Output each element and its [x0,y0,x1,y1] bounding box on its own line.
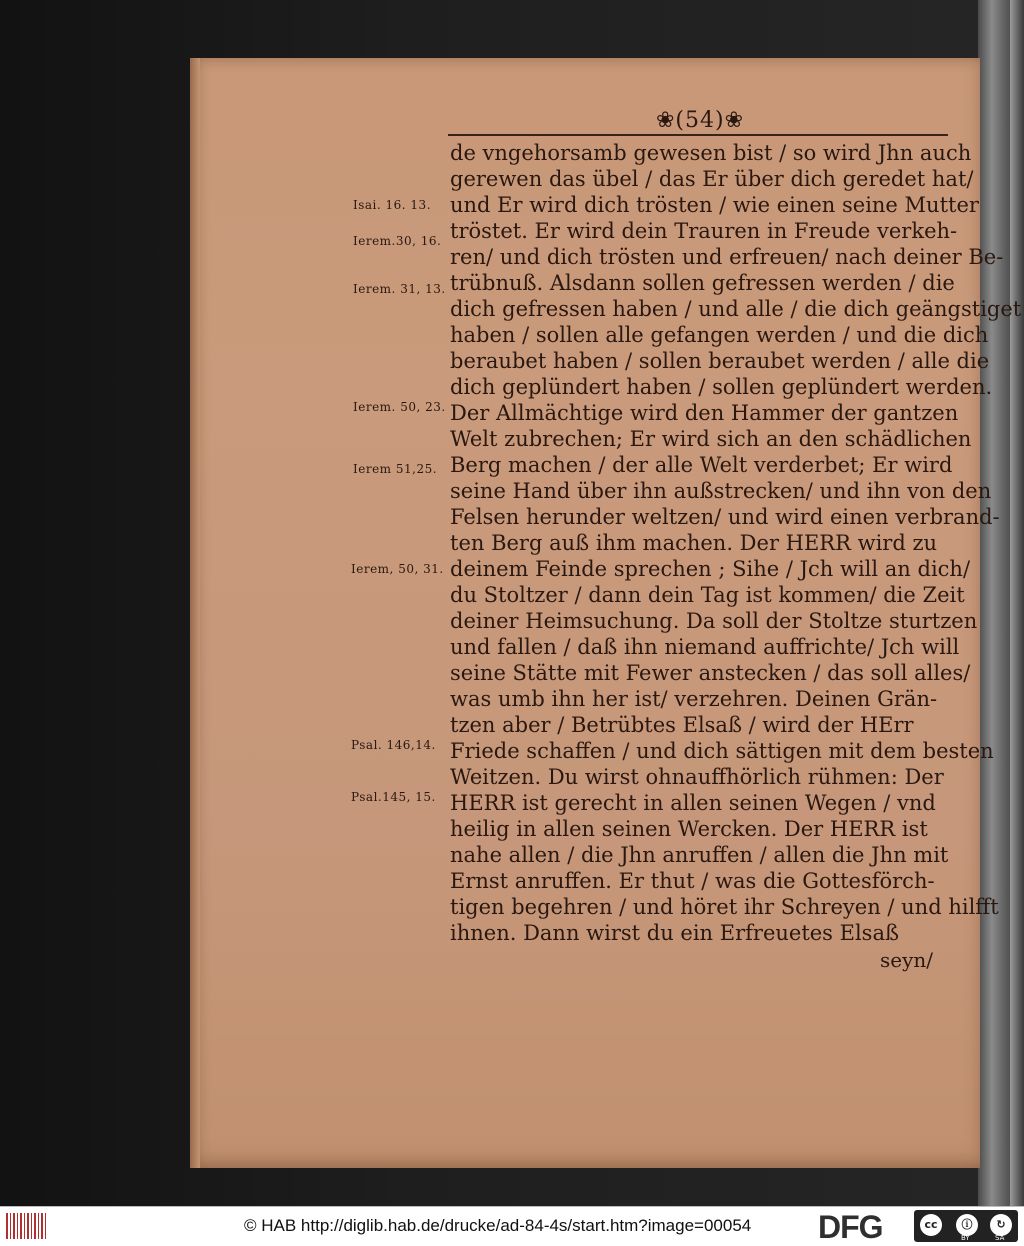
margin-note: Ierem 51,25. [353,462,438,476]
text-line: haben / sollen alle gefangen werden / und die dich [450,323,989,347]
text-line: Ernst anruffen. Er thut / was die Gottesförch- [450,869,935,893]
cc-license-badge[interactable] [914,1210,1018,1242]
text-line: ten Berg auß ihm machen. Der HERR wird zu [450,531,938,555]
text-line: seine Hand über ihn außstrecken/ und ihn von den [450,479,992,503]
text-line: heilig in allen seinen Wercken. Der HERR ist [450,817,928,841]
text-line: ren/ und dich trösten und erfreuen/ nach deiner Be- [450,245,1004,269]
text-line: trübnuß. Alsdann sollen gefressen werden / die [450,271,955,295]
text-line: tzen aber / Betrübtes Elsaß / wird der HErr [450,713,914,737]
by-label: BY [961,1234,970,1242]
text-line: tröstet. Er wird dein Trauren in Freude verkeh- [450,219,958,243]
sa-icon: ↻ [990,1214,1012,1236]
margin-note: Psal. 146,14. [351,738,436,752]
text-line: gerewen das übel / das Er über dich geredet hat/ [450,167,974,191]
text-line: deiner Heimsuchung. Da soll der Stoltze sturtzen [450,609,978,633]
margin-note: Ierem.30, 16. [353,234,442,248]
text-line: du Stoltzer / dann dein Tag ist kommen/ die Zeit [450,583,965,607]
text-line: dich geplündert haben / sollen geplündert werden. [450,375,993,399]
text-line: HERR ist gerecht in allen seinen Wegen / vnd [450,791,936,815]
text-line: seine Stätte mit Fewer anstecken / das soll alles/ [450,661,971,685]
text-line: beraubet haben / sollen beraubet werden / alle die [450,349,990,373]
dfg-logo: DFG [818,1209,883,1245]
margin-note: Isai. 16. 13. [353,198,432,212]
text-line: Welt zubrechen; Er wird sich an den schädlichen [450,427,972,451]
page-left-edge [190,58,200,1168]
text-line: und Er wird dich trösten / wie einen seine Mutter [450,193,979,217]
margin-note: Psal.145, 15. [351,790,436,804]
hab-logo-icon [6,1213,46,1239]
text-line: Weitzen. Du wirst ohnauffhörlich rühmen: Der [450,765,944,789]
viewer-footer [0,1206,1024,1246]
text-line: was umb ihn her ist/ verzehren. Deinen Grän- [450,687,938,711]
text-line: nahe allen / die Jhn anruffen / allen die Jhn mit [450,843,949,867]
text-line: de vngehorsamb gewesen bist / so wird Jhn auch [450,141,972,165]
sa-label: SA [995,1234,1005,1242]
cc-icon: cc [920,1214,942,1236]
copyright-link[interactable]: © HAB http://diglib.hab.de/drucke/ad-84-4s/start.htm?image=00054 [244,1216,752,1235]
catchword: seyn/ [880,948,934,972]
text-line: deinem Feinde sprechen ; Sihe / Jch will an dich/ [450,557,971,581]
page-number-header: ❀(54)❀ [655,108,745,133]
by-icon: ⓘ [956,1214,978,1236]
text-line: und fallen / daß ihn niemand auffrichte/ Jch will [450,635,960,659]
margin-note: Ierem, 50, 31. [351,562,444,576]
book-edge-highlight [1010,0,1024,1206]
text-line: Der Allmächtige wird den Hammer der gantzen [450,401,959,425]
header-rule [448,134,948,136]
margin-note: Ierem. 31, 13. [353,282,446,296]
text-line: tigen begehren / und höret ihr Schreyen / und hilfft [450,895,999,919]
margin-note: Ierem. 50, 23. [353,400,446,414]
text-line: Berg machen / der alle Welt verderbet; Er wird [450,453,953,477]
text-line: Friede schaffen / und dich sättigen mit dem besten [450,739,994,763]
text-line: ihnen. Dann wirst du ein Erfreuetes Elsaß [450,921,900,945]
text-line: dich gefressen haben / und alle / die dich geängstiget [450,297,1022,321]
text-line: Felsen herunder weltzen/ und wird einen verbrand- [450,505,1000,529]
